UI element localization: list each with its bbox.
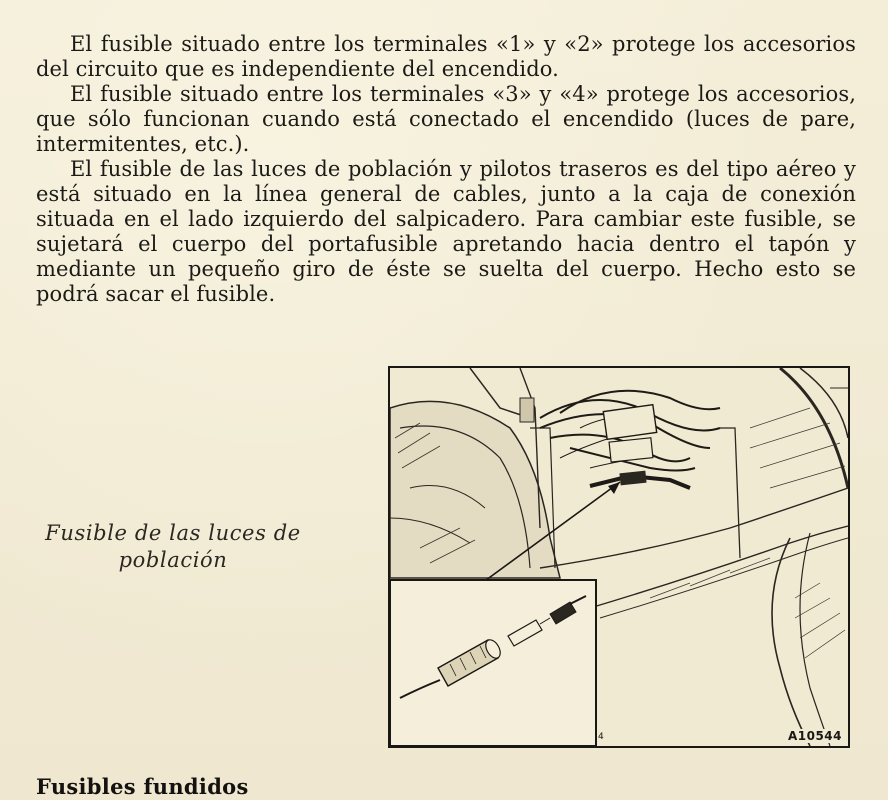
caption-line-1: Fusible de las luces de: [45, 521, 301, 545]
figure-corner-mark: 4: [598, 732, 604, 742]
fuse-illustration-drawing: [390, 368, 848, 746]
body-text: [36, 32, 856, 307]
figure-reference-code: A10544: [787, 729, 842, 743]
paragraph-fuse-terminals-3-4: El fusible situado entre los terminales «3» y «4» protege los accesorios, que sólo funcionan cuando está conectado el encendido (luces de pare, intermitentes, etc.).: [36, 82, 856, 156]
figure-caption: [28, 520, 318, 574]
section-heading: Fusibles fundidos: [36, 774, 249, 799]
fuse-illustration: [388, 366, 850, 748]
paragraph-position-lights-fuse: El fusible de las luces de población y pilotos traseros es del tipo aéreo y está situado en la línea general de cables, junto a la caja de conexión situada en el lado izquierdo del salpicadero. Para cambiar este fusible, se sujetará el cuerpo del portafusible apretando hacia dentro el tapón y mediante un pequeño giro de éste se suelta del cuerpo. Hecho esto se podrá sacar el fusible.: [36, 157, 856, 306]
caption-line-2: población: [118, 548, 228, 572]
paragraph-fuse-terminals-1-2: El fusible situado entre los terminales «1» y «2» protege los accesorios del circuito que es independiente del encendido.: [36, 32, 856, 81]
